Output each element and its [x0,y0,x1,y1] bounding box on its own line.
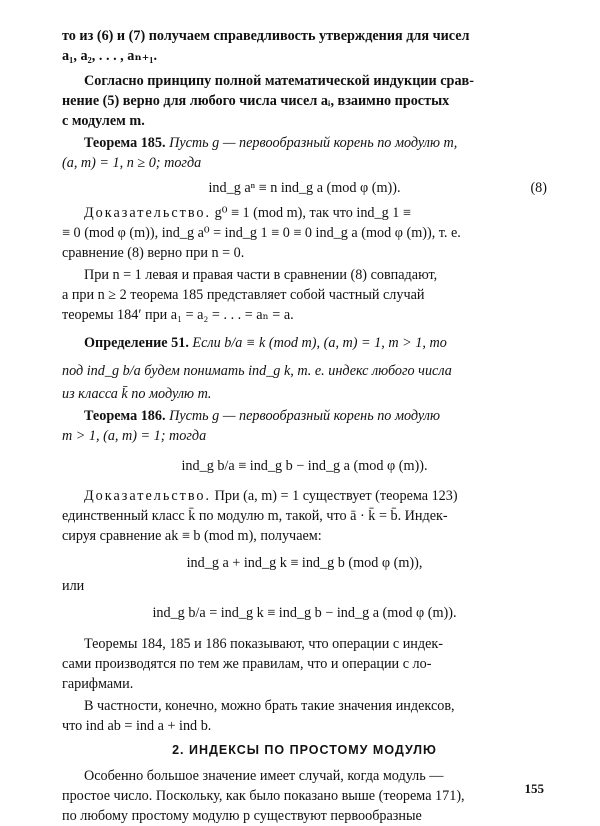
proof-label: Доказательство. [84,205,212,221]
equation-186: ind_g b/a ≡ ind_g b − ind_g a (mod φ (m)). [181,458,428,474]
theorem-185-statement: Пусть g — первообразный корень по модулю m, [169,135,458,151]
text-line: В частности, конечно, можно брать такие значения индексов, [84,698,455,714]
text-line: из класса k̄ по модулю m. [62,386,212,402]
text-line: теоремы 184′ при a₁ = a₂ = . . . = aₙ = a. [62,307,294,323]
text-line: сами производятся по тем же правилам, что и операции с ло- [62,656,432,672]
proof-text: При (a, m) = 1 существует (теорема 123) [214,488,458,504]
theorem-185 [62,133,569,153]
text-line: по любому простому модулю p существуют первообразные [62,808,422,824]
equation-8-body: ind_g aⁿ ≡ n ind_g a (mod φ (m)). [208,180,401,196]
proof-185 [62,203,569,223]
equation-number: (8) [530,180,547,196]
proof-text: g⁰ ≡ 1 (mod m), так что ind_g 1 ≡ [214,205,411,221]
text-line: гарифмами. [62,676,134,692]
theorem-186 [62,406,569,426]
text-line: под ind_g b/a будем понимать ind_g k, т. е. индекс любого числа [62,363,452,379]
text-line: то из (6) и (7) получаем справедливость утверждения для чисел [62,28,470,44]
definition-51-label: Определение 51. [84,335,189,351]
page-number: 155 [524,781,544,796]
text-line: (a, m) = 1, n ≥ 0; тогда [62,155,202,171]
text-line: нение (5) верно для любого числа чисел aᵢ, взаимно простых [62,93,450,109]
theorem-185-label: Теорема 185. [84,135,166,151]
theorem-186-statement: Пусть g — первообразный корень по модулю [169,408,440,424]
text-line: ≡ 0 (mod φ (m)), ind_g a⁰ = ind_g 1 ≡ 0 ≡ 0 ind_g a (mod φ (m)), т. е. [62,225,461,241]
text-line: что ind ab = ind a + ind b. [62,718,212,734]
definition-51 [62,333,569,353]
proof-186 [62,486,569,506]
text-line: сируя сравнение ak ≡ b (mod m), получаем: [62,528,322,544]
theorem-186-label: Теорема 186. [84,408,166,424]
text-line: с модулем m. [62,113,145,129]
text-line: единственный класс k̄ по модулю m, такой, что ā · k̄ = b̄. Индек- [62,508,448,524]
text-line: При n = 1 левая и правая части в сравнении (8) совпадают, [84,267,438,283]
text-line: Особенно большое значение имеет случай, когда модуль — [84,768,444,784]
text-line: a₁, a₂, . . . , aₙ₊₁. [62,48,158,64]
equation-8 [62,178,547,198]
equation-index-quotient: ind_g b/a = ind_g k ≡ ind_g b − ind_g a (mod φ (m)). [152,605,457,621]
text-line: сравнение (8) верно при n = 0. [62,245,245,261]
text-line: или [62,578,85,594]
text-line: Согласно принципу полной математической индукции срав- [84,73,474,89]
text-line: а при n ≥ 2 теорема 185 представляет собой частный случай [62,287,425,303]
proof-label: Доказательство. [84,488,212,504]
section-heading: 2. ИНДЕКСЫ ПО ПРОСТОМУ МОДУЛЮ [172,743,437,757]
text-line: простое число. Поскольку, как было показано выше (теорема 171), [62,788,465,804]
equation-index-sum: ind_g a + ind_g k ≡ ind_g b (mod φ (m)), [186,555,423,571]
definition-51-text: Если b/a ≡ k (mod m), (a, m) = 1, m > 1, то [192,335,447,351]
text-line: m > 1, (a, m) = 1; тогда [62,428,207,444]
text-line: Теоремы 184, 185 и 186 показывают, что операции с индек- [84,636,444,652]
